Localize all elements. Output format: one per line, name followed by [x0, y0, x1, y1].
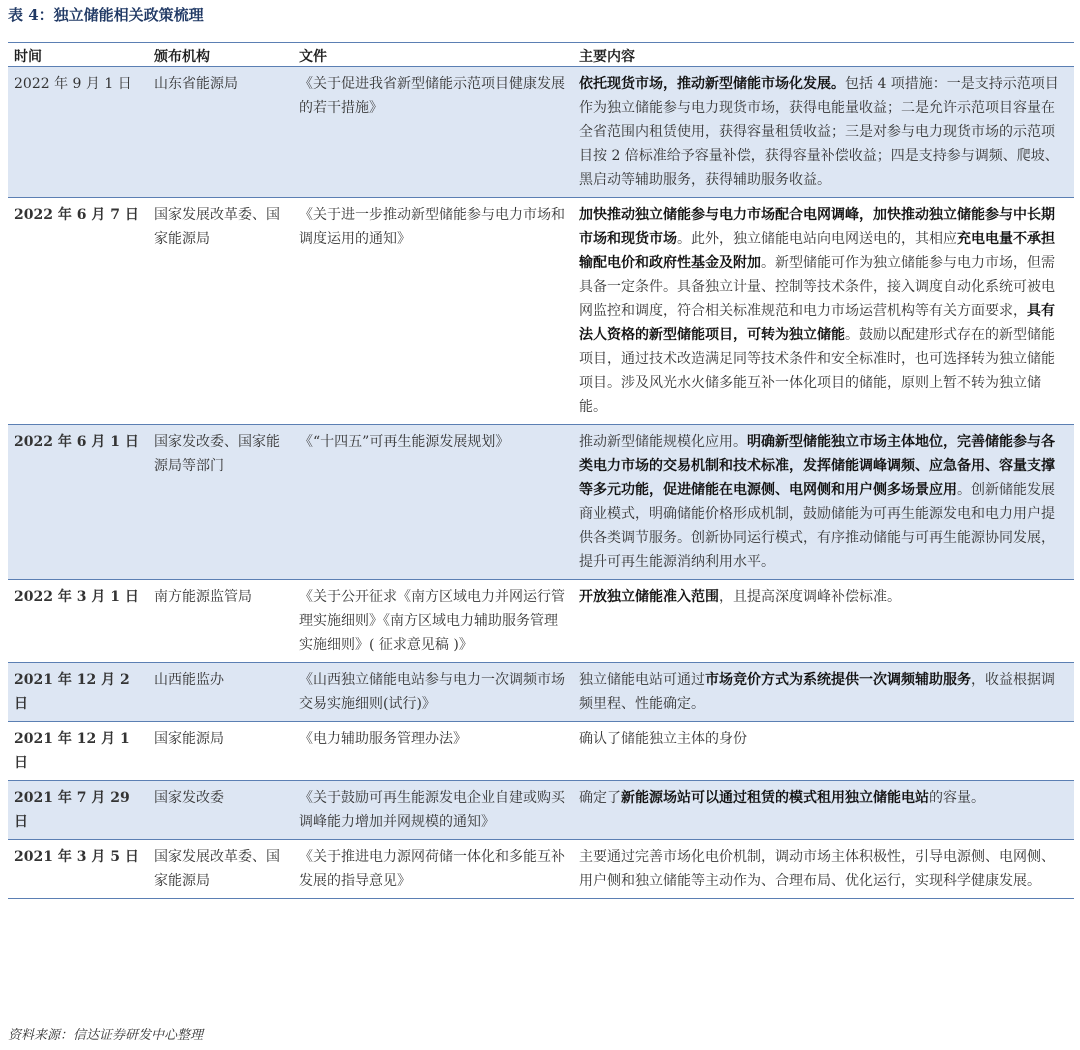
- time-cell: 2021 年 7 月 29 日: [8, 781, 148, 840]
- source-note: 资料来源：信达证券研发中心整理: [8, 1028, 204, 1043]
- content-segment: 。创新储能发展商业模式，明确储能价格形成机制，鼓励储能为可再生能源发电和电力用户提供各类调节服务。创新协同运行模式，有序推动储能与可再生能源协同发展，提升可再生能源消纳利用水平。: [579, 482, 1055, 570]
- content-cell: [573, 722, 1074, 781]
- content-cell: [573, 198, 1074, 425]
- agency-cell: 国家发改委: [148, 781, 293, 840]
- agency-cell: 国家能源局: [148, 722, 293, 781]
- document-cell: 《关于促进我省新型储能示范项目健康发展的若干措施》: [293, 67, 573, 198]
- time-cell: 2022 年 3 月 1 日: [8, 580, 148, 663]
- content-segment: 的容量。: [929, 790, 985, 806]
- agency-cell: 山西能监办: [148, 663, 293, 722]
- document-cell: 《关于推进电力源网荷储一体化和多能互补发展的指导意见》: [293, 840, 573, 899]
- document-cell: 《关于鼓励可再生能源发电企业自建或购买调峰能力增加并网规模的通知》: [293, 781, 573, 840]
- header-document: 文件: [293, 44, 573, 67]
- table-row: [8, 198, 1074, 425]
- header-row: [8, 44, 1074, 67]
- document-cell: 《关于公开征求《南方区域电力并网运行管理实施细则》《南方区域电力辅助服务管理实施细则》( 征求意见稿 )》: [293, 580, 573, 663]
- content-bold-segment: 新能源场站可以通过租赁的模式租用独立储能电站: [621, 790, 929, 806]
- table-title: 表 4：独立储能相关政策梳理: [8, 6, 204, 24]
- content-cell: [573, 663, 1074, 722]
- content-bold-segment: 明确新型储能独立市场主体地位，完善储能参与各类电力市场的交易机制和技术标准，发挥储能调峰调频、应急备用、容量支撑等多元功能，促进储能在电源侧、电网侧和用户侧多场景应用: [579, 434, 1055, 498]
- content-segment: 确定了: [579, 790, 621, 806]
- header-agency: 颁布机构: [148, 44, 293, 67]
- agency-cell: 南方能源监管局: [148, 580, 293, 663]
- policy-table: [8, 44, 1074, 899]
- time-cell: 2022 年 9 月 1 日: [8, 67, 148, 198]
- content-bold-segment: 开放独立储能准入范围: [579, 589, 719, 605]
- table-row: [8, 663, 1074, 722]
- content-cell: [573, 67, 1074, 198]
- content-cell: [573, 425, 1074, 580]
- time-cell: 2021 年 12 月 1 日: [8, 722, 148, 781]
- content-bold-segment: 具有法人资格的新型储能项目，可转为独立储能: [579, 303, 1055, 343]
- agency-cell: 国家发展改革委、国家能源局: [148, 840, 293, 899]
- table-row: [8, 722, 1074, 781]
- content-cell: [573, 580, 1074, 663]
- content-cell: [573, 781, 1074, 840]
- document-cell: 《关于进一步推动新型储能参与电力市场和调度运用的通知》: [293, 198, 573, 425]
- content-segment: 。新型储能可作为独立储能参与电力市场，但需具备一定条件。具备独立计量、控制等技术条件，接入调度自动化系统可被电网监控和调度，符合相关标准规范和电力市场运营机构等有关方面要求，: [579, 255, 1055, 319]
- table-row: [8, 580, 1074, 663]
- content-bold-segment: 加快推动独立储能参与电力市场配合电网调峰，加快推动独立储能参与中长期市场和现货市场: [579, 207, 1055, 247]
- document-cell: 《电力辅助服务管理办法》: [293, 722, 573, 781]
- content-bold-segment: 充电电量不承担输配电价和政府性基金及附加: [579, 231, 1055, 271]
- time-cell: 2021 年 3 月 5 日: [8, 840, 148, 899]
- content-segment: 确认了储能独立主体的身份: [579, 731, 747, 747]
- header-content: 主要内容: [573, 44, 1074, 67]
- content-segment: ，收益根据调频里程、性能确定。: [579, 672, 1055, 712]
- agency-cell: 国家发改委、国家能源局等部门: [148, 425, 293, 580]
- table-row: [8, 425, 1074, 580]
- time-cell: 2021 年 12 月 2 日: [8, 663, 148, 722]
- content-segment: 。鼓励以配建形式存在的新型储能项目，通过技术改造满足同等技术条件和安全标准时，也可选择转为独立储能项目。涉及风光水火储多能互补一体化项目的储能，原则上暂不转为独立储能。: [579, 327, 1055, 415]
- table-row: [8, 67, 1074, 198]
- content-segment: 包括 4 项措施：一是支持示范项目作为独立储能参与电力现货市场，获得电能量收益；二是允许示范项目容量在全省范围内租赁使用，获得容量租赁收益；三是对参与电力现货市场的示范项目按 2 倍标准给予容量补偿，获得容量补偿收益；四是支持参与调频、爬坡、黑启动等辅助服务，获得辅助服务收益。: [579, 76, 1059, 188]
- content-bold-segment: 市场竞价方式为系统提供一次调频辅助服务: [705, 672, 971, 688]
- table-row: [8, 840, 1074, 899]
- time-cell: 2022 年 6 月 1 日: [8, 425, 148, 580]
- content-segment: 推动新型储能规模化应用。: [579, 434, 747, 450]
- table-row: [8, 781, 1074, 840]
- header-time: 时间: [8, 44, 148, 67]
- top-rule: [8, 42, 1074, 43]
- agency-cell: 国家发展改革委、国家能源局: [148, 198, 293, 425]
- time-cell: 2022 年 6 月 7 日: [8, 198, 148, 425]
- content-cell: [573, 840, 1074, 899]
- document-cell: 《山西独立储能电站参与电力一次调频市场交易实施细则(试行)》: [293, 663, 573, 722]
- agency-cell: 山东省能源局: [148, 67, 293, 198]
- content-segment: ，且提高深度调峰补偿标准。: [719, 589, 901, 605]
- content-segment: 。此外，独立储能电站向电网送电的，其相应: [677, 231, 957, 247]
- document-cell: 《“十四五”可再生能源发展规划》: [293, 425, 573, 580]
- content-segment: 独立储能电站可通过: [579, 672, 705, 688]
- content-bold-segment: 依托现货市场，推动新型储能市场化发展。: [579, 76, 845, 92]
- content-segment: 主要通过完善市场化电价机制，调动市场主体积极性，引导电源侧、电网侧、用户侧和独立储能等主动作为、合理布局、优化运行，实现科学健康发展。: [579, 849, 1055, 889]
